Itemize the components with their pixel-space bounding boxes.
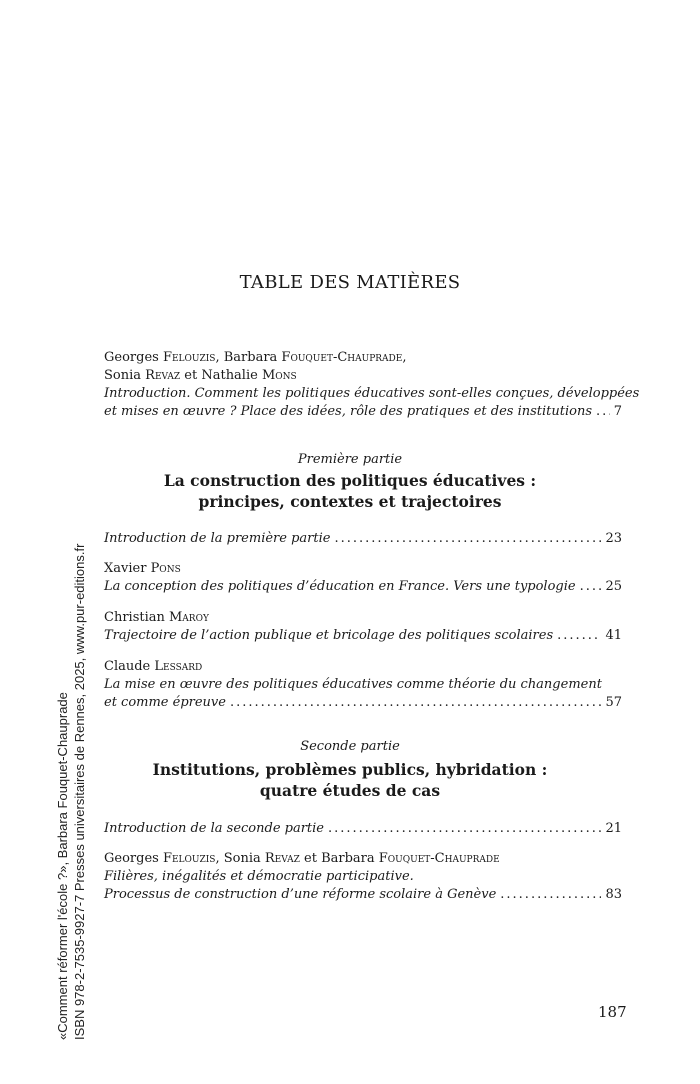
page-ref: 21 xyxy=(605,821,622,836)
toc-entry xyxy=(104,850,622,904)
toc-line xyxy=(104,403,622,421)
part-title: Institutions, problèmes publics, hybridation : quatre études de cas xyxy=(152,760,548,800)
chapter-title: Filières, inégalités et démocratie participative. xyxy=(104,869,414,884)
leader-dots xyxy=(230,694,601,712)
toc-line xyxy=(104,820,622,838)
page-title: TABLE DES MATIÈRES xyxy=(239,272,461,293)
book-credit: «Comment réformer l'école ?», Barbara Fouquet-Chauprade xyxy=(55,692,70,1040)
chapter-title: Introduction de la seconde partie xyxy=(104,821,325,836)
chapter-title: La mise en œuvre des politiques éducatives comme théorie du changement xyxy=(104,677,602,692)
toc-entry xyxy=(104,530,622,548)
toc-entry xyxy=(104,658,622,712)
part-label: Première partie xyxy=(297,452,403,467)
chapter-title: et comme épreuve xyxy=(104,695,226,710)
leader-dots xyxy=(328,820,601,838)
author-line: Xavier Pons xyxy=(104,561,181,576)
page-ref: 25 xyxy=(605,579,622,594)
isbn-publisher-line: ISBN 978-2-7535-9927-7 Presses universitaires de Rennes, 2025, www.pur-editions.fr xyxy=(72,543,87,1040)
leader-dots xyxy=(334,530,601,548)
part-label: Seconde partie xyxy=(300,739,400,754)
page-ref: 7 xyxy=(613,404,622,419)
chapter-title: et mises en œuvre ? Place des idées, rôle des pratiques et des institutions xyxy=(104,404,593,419)
page-number: 187 xyxy=(598,1003,627,1021)
page-ref: 41 xyxy=(605,628,622,643)
toc-entry xyxy=(104,560,622,596)
author-line: Christian Maroy xyxy=(104,610,209,625)
chapter-title: Introduction de la première partie xyxy=(104,531,331,546)
author-line: Georges Felouzis, Barbara Fouquet-Chauprade, xyxy=(104,350,407,365)
leader-dots xyxy=(500,886,601,904)
toc-line xyxy=(104,530,622,548)
author-line: Georges Felouzis, Sonia Revaz et Barbara Fouquet-Chauprade xyxy=(104,851,500,866)
author-line: Sonia Revaz et Nathalie Mons xyxy=(104,368,297,383)
chapter-title: Trajectoire de l’action publique et bricolage des politiques scolaires xyxy=(104,628,554,643)
part-title: La construction des politiques éducatives : principes, contextes et trajectoires xyxy=(163,471,537,511)
toc-line xyxy=(104,578,622,596)
page-ref: 83 xyxy=(605,887,622,902)
leader-dots xyxy=(557,627,601,645)
chapter-title: Introduction. Comment les politiques éducatives sont-elles conçues, développées xyxy=(104,386,640,401)
toc-entry xyxy=(104,609,622,645)
page-ref: 57 xyxy=(605,695,622,710)
author-line: Claude Lessard xyxy=(104,659,203,674)
toc-line xyxy=(104,886,622,904)
toc-line xyxy=(104,694,622,712)
leader-dots xyxy=(596,403,610,421)
toc-line xyxy=(104,627,622,645)
page-ref: 23 xyxy=(605,531,622,546)
toc-entry xyxy=(104,820,622,838)
side-copyright-notice xyxy=(54,544,88,1040)
chapter-title: Processus de construction d’une réforme scolaire à Genève xyxy=(104,887,497,902)
chapter-title: La conception des politiques d’éducation en France. Vers une typologie xyxy=(104,579,576,594)
leader-dots xyxy=(580,578,602,596)
toc-entry-introduction xyxy=(104,349,640,421)
